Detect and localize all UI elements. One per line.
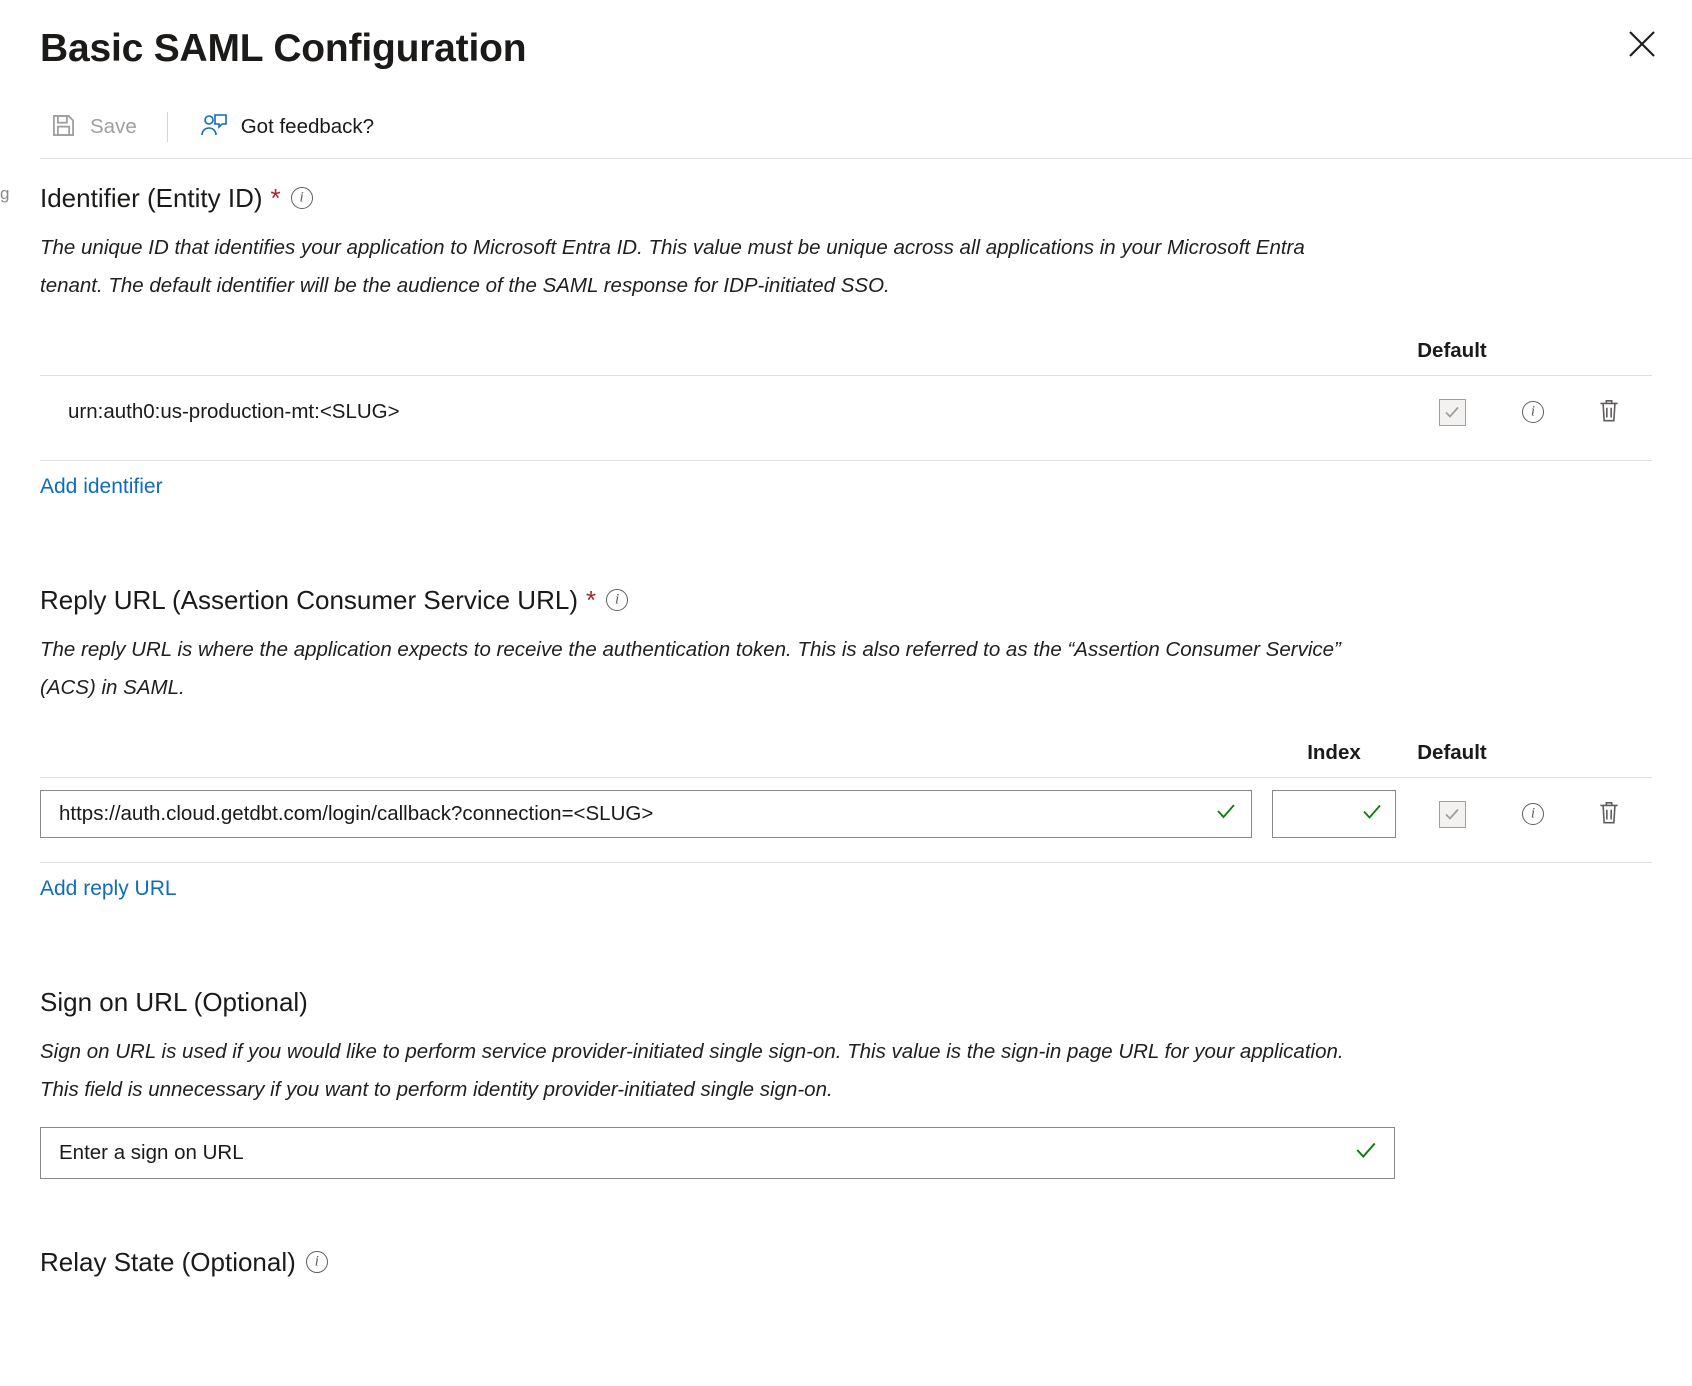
reply-url-input[interactable]: [40, 790, 1252, 838]
command-bar-divider: [167, 112, 168, 142]
reply-url-required-star: *: [585, 585, 597, 615]
feedback-label: Got feedback?: [240, 115, 375, 138]
panel-content: [0, 159, 1692, 1279]
sign-on-url-title: Sign on URL (Optional): [40, 987, 308, 1017]
identifier-default-checkbox[interactable]: [1439, 399, 1466, 426]
identifier-value[interactable]: urn:auth0:us-production-mt:<SLUG>: [68, 400, 400, 423]
identifier-description: The unique ID that identifies your application to Microsoft Entra ID. This value must be unique across all applications in your Microsoft Entra tenant. The default identifier will be the audience of the SAML response for IDP-initiated SSO.: [40, 236, 1305, 297]
delete-reply-url-button[interactable]: [1596, 799, 1622, 830]
sign-on-url-input[interactable]: [40, 1127, 1395, 1179]
reply-url-title-row: [40, 583, 1652, 617]
sign-on-url-placeholder: Enter a sign on URL: [59, 1141, 244, 1164]
identifier-default-cell: [1396, 399, 1508, 426]
identifier-row-actions: [1508, 397, 1652, 428]
sign-on-url-description: Sign on URL is used if you would like to perform service provider-initiated single sign-on. This value is the sign-in page URL for your application. This field is unnecessary if you want to perform identity provider-initiated single sign-on.: [40, 1040, 1344, 1101]
page-title: Basic SAML Configuration: [40, 27, 527, 70]
relay-state-title: Relay State (Optional): [40, 1247, 296, 1277]
reply-url-title: Reply URL (Assertion Consumer Service URL): [40, 585, 578, 615]
valid-check-icon: [1354, 1138, 1378, 1168]
reply-url-description: The reply URL is where the application expects to receive the authentication token. This is also referred to as the “Assertion Consumer Service” (ACS) in SAML.: [40, 638, 1341, 699]
info-icon[interactable]: i: [606, 589, 628, 611]
section-identifier: [40, 159, 1652, 499]
reply-url-row-rule: [40, 862, 1652, 863]
reply-url-index-input[interactable]: [1272, 790, 1396, 838]
got-feedback-button[interactable]: [188, 104, 384, 151]
identifier-row-rule: [40, 460, 1652, 461]
stray-glyph: g: [0, 184, 10, 203]
trash-icon: [1596, 397, 1622, 428]
identifier-required-star: *: [270, 183, 281, 213]
identifier-title: Identifier (Entity ID): [40, 183, 263, 213]
identifier-column-headers: [40, 323, 1652, 363]
reply-url-default-checkbox[interactable]: [1439, 801, 1466, 828]
reply-url-value: https://auth.cloud.getdbt.com/login/callback?connection=<SLUG>: [59, 802, 654, 825]
valid-check-icon: [1361, 801, 1383, 828]
delete-identifier-button[interactable]: [1596, 397, 1622, 428]
close-icon: [1625, 27, 1659, 61]
save-icon: [50, 112, 77, 142]
panel-header: [0, 0, 1692, 96]
info-icon[interactable]: i: [1522, 401, 1544, 423]
feedback-person-icon: [198, 112, 228, 143]
add-reply-url-link[interactable]: Add reply URL: [40, 877, 177, 900]
close-button[interactable]: [1618, 20, 1666, 68]
info-icon[interactable]: i: [291, 187, 313, 209]
reply-url-default-header: Default: [1417, 741, 1487, 764]
add-identifier-link[interactable]: Add identifier: [40, 475, 163, 498]
identifier-default-header: Default: [1417, 339, 1487, 362]
section-relay-state: [40, 1223, 1652, 1279]
info-icon[interactable]: i: [1522, 803, 1544, 825]
section-sign-on-url: [40, 963, 1652, 1179]
save-button[interactable]: [40, 104, 147, 150]
trash-icon: [1596, 799, 1622, 830]
section-reply-url: [40, 561, 1652, 901]
reply-url-default-cell: [1396, 801, 1508, 828]
save-label: Save: [90, 115, 137, 138]
relay-state-title-row: [40, 1245, 1652, 1279]
reply-url-index-header: Index: [1307, 741, 1361, 764]
valid-check-icon: [1215, 800, 1237, 828]
reply-url-row-actions: [1508, 799, 1652, 830]
command-bar: [0, 96, 1692, 158]
identifier-title-row: [40, 181, 1652, 215]
sign-on-url-title-row: [40, 985, 1652, 1019]
reply-url-column-headers: [40, 725, 1652, 765]
table-row: [40, 778, 1652, 850]
table-row: [40, 376, 1652, 448]
info-icon[interactable]: i: [306, 1251, 328, 1273]
